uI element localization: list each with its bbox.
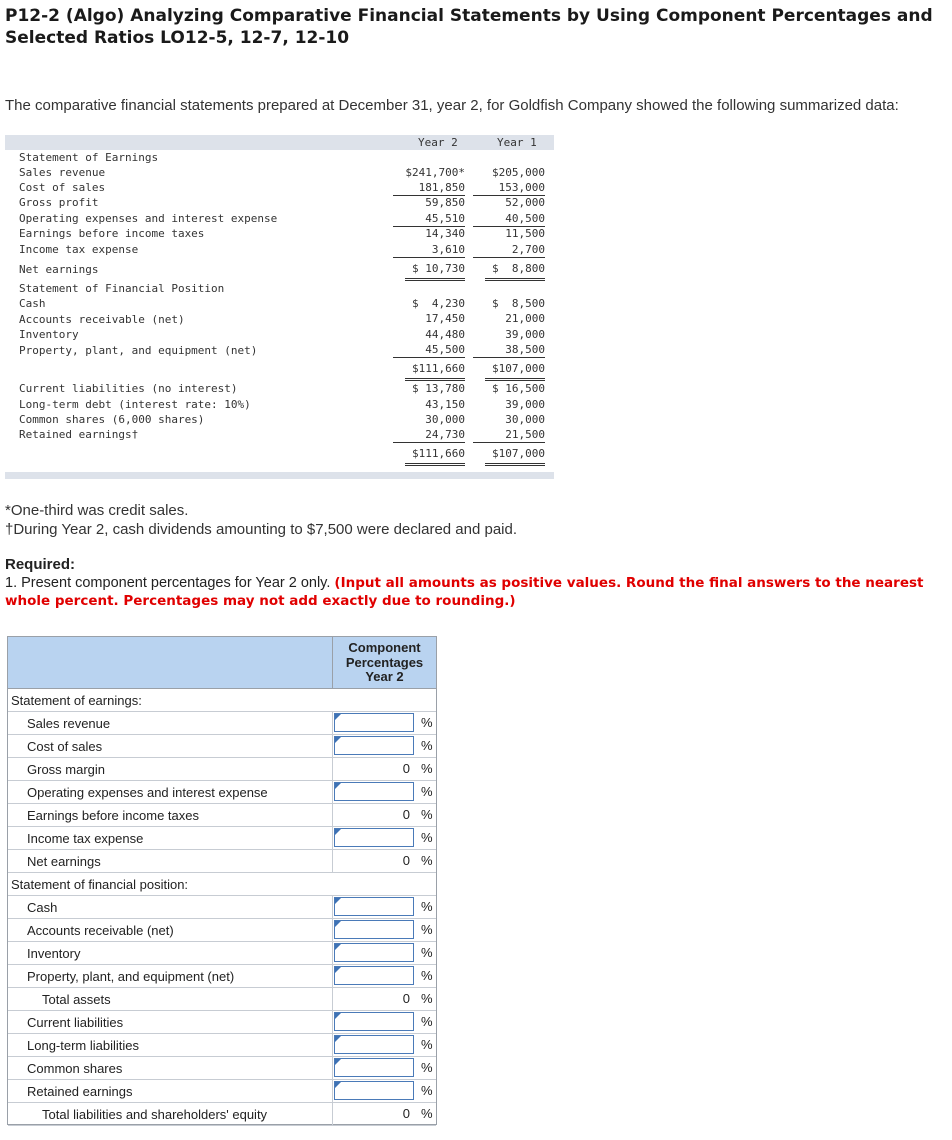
table-row: [8, 712, 436, 735]
stmt-y1: $ 8,500: [492, 297, 545, 310]
statement-header-band: [5, 135, 554, 150]
table-row: [8, 988, 436, 1011]
stmt-y1: 11,500: [505, 227, 545, 240]
percent-sign: %: [421, 945, 433, 960]
percent-sign: %: [421, 899, 433, 914]
double-rule: [405, 378, 465, 381]
row-label: Cash: [27, 900, 58, 915]
percent-cell: [332, 1034, 437, 1056]
table-row: [8, 1057, 436, 1080]
stmt-y2: 45,500: [393, 343, 465, 357]
percent-sign: %: [421, 738, 433, 753]
column-header-line: Year 2: [365, 669, 404, 684]
row-label: Sales revenue: [27, 716, 111, 731]
stmt-y1: 153,000: [473, 181, 545, 195]
stmt-y1: 21,500: [473, 428, 545, 442]
required-text: [5, 574, 935, 610]
row-label: Inventory: [27, 946, 81, 961]
table-row: [8, 896, 436, 919]
stmt-y2: $ 13,780: [412, 382, 465, 395]
stmt-y2: $241,700*: [405, 166, 465, 179]
percent-input[interactable]: [334, 828, 414, 847]
double-rule: [485, 463, 545, 466]
stmt-y1: $ 8,800: [492, 262, 545, 275]
stmt-y2: 17,450: [425, 312, 465, 325]
table-row: [8, 827, 436, 850]
stmt-y1: 40,500: [473, 212, 545, 226]
stmt-label: Accounts receivable (net): [19, 313, 185, 326]
percent-sign: %: [421, 1083, 433, 1098]
stmt-y2: 181,850: [393, 181, 465, 195]
percent-cell: [332, 781, 437, 803]
total-liabilities-y1: $107,000: [492, 447, 545, 460]
stmt-y1: 21,000: [505, 312, 545, 325]
row-label: Retained earnings: [27, 1084, 133, 1099]
percent-cell: [332, 896, 437, 918]
table-row: [8, 781, 436, 804]
table-row: [8, 735, 436, 758]
percent-sign: %: [421, 1060, 433, 1075]
calculated-percent: 0: [402, 761, 410, 776]
percent-sign: %: [421, 991, 433, 1006]
percent-input[interactable]: [334, 943, 414, 962]
stmt-y1: 2,700: [473, 243, 545, 257]
financial-statement: [5, 135, 554, 479]
total-liabilities-y2: $111,660: [412, 447, 465, 460]
stmt-label: Cash: [19, 297, 46, 310]
row-label: Accounts receivable (net): [27, 923, 174, 938]
section-heading-row: [8, 873, 436, 896]
table-row: [8, 758, 436, 781]
table-row: [8, 942, 436, 965]
year1-header: Year 1: [497, 136, 537, 149]
percent-input[interactable]: [334, 1035, 414, 1054]
double-rule: [405, 278, 465, 281]
total-assets-y1: $107,000: [492, 362, 545, 375]
problem-title: P12-2 (Algo) Analyzing Comparative Financial Statements by Using Component Percentages and Selected Ratios LO12-5, 12-7, 12-10: [5, 6, 933, 48]
percent-sign: %: [421, 922, 433, 937]
calculated-percent: 0: [402, 991, 410, 1006]
stmt-label: Income tax expense: [19, 243, 139, 256]
stmt-label: Retained earnings†: [19, 428, 139, 441]
calculated-percent: 0: [402, 807, 410, 822]
stmt-y1: 39,000: [505, 328, 545, 341]
table-row: [8, 804, 436, 827]
percent-input[interactable]: [334, 920, 414, 939]
stmt-y2: $ 10,730: [412, 262, 465, 275]
stmt-y2: 24,730: [393, 428, 465, 442]
percent-sign: %: [421, 853, 433, 868]
percent-cell: [332, 1103, 437, 1125]
row-label: Property, plant, and equipment (net): [27, 969, 235, 984]
percent-input[interactable]: [334, 782, 414, 801]
percent-cell: [332, 919, 437, 941]
stmt-y2: 30,000: [425, 413, 465, 426]
row-label: Statement of financial position:: [11, 877, 189, 892]
row-label: Gross margin: [27, 762, 106, 777]
column-header: [332, 637, 436, 688]
stmt-y1: $205,000: [492, 166, 545, 179]
stmt-y1: 30,000: [505, 413, 545, 426]
stmt-y2: 3,610: [393, 243, 465, 257]
percent-cell: [332, 735, 437, 757]
double-rule: [485, 278, 545, 281]
row-label: Long-term liabilities: [27, 1038, 139, 1053]
stmt-y1: $ 16,500: [492, 382, 545, 395]
percent-cell: [332, 965, 437, 987]
table-row: [8, 1080, 436, 1103]
percent-sign: %: [421, 830, 433, 845]
percent-sign: %: [421, 968, 433, 983]
percent-input[interactable]: [334, 713, 414, 732]
double-rule: [485, 378, 545, 381]
percent-sign: %: [421, 807, 433, 822]
column-header-line: Percentages: [345, 654, 424, 670]
percent-cell: [332, 850, 437, 872]
footnote-credit-sales: *One-third was credit sales.: [5, 502, 189, 519]
percent-cell: [332, 1057, 437, 1079]
stmt-y2: 44,480: [425, 328, 465, 341]
stmt-y2: 45,510: [393, 212, 465, 226]
percent-input[interactable]: [334, 1081, 414, 1100]
percent-sign: %: [421, 1106, 433, 1121]
table-row: [8, 850, 436, 873]
percent-input[interactable]: [334, 897, 414, 916]
stmt-y2: 59,850: [425, 196, 465, 209]
table-row: [8, 1011, 436, 1034]
stmt-y1: 38,500: [473, 343, 545, 357]
percent-sign: %: [421, 1014, 433, 1029]
row-label: Income tax expense: [27, 831, 144, 846]
calculated-percent: 0: [402, 1106, 410, 1121]
table-row: [8, 965, 436, 988]
total-assets-y2: $111,660: [412, 362, 465, 375]
percent-cell: [332, 942, 437, 964]
column-header-line: Component: [348, 640, 421, 655]
required-heading: Required:: [5, 556, 76, 573]
statement-footer-band: [5, 472, 554, 479]
stmt-label: Current liabilities (no interest): [19, 382, 238, 395]
percent-cell: [332, 988, 437, 1010]
stmt-label: Gross profit: [19, 196, 99, 209]
percent-cell: [332, 758, 437, 780]
stmt-y2: $ 4,230: [412, 297, 465, 310]
stmt-y1: 52,000: [505, 196, 545, 209]
row-label: Operating expenses and interest expense: [27, 785, 268, 800]
row-label: Common shares: [27, 1061, 123, 1076]
row-label: Current liabilities: [27, 1015, 124, 1030]
stmt-label: Long-term debt (interest rate: 10%): [19, 398, 251, 411]
row-label: Net earnings: [27, 854, 101, 869]
table-row: [8, 919, 436, 942]
stmt-label: Sales revenue: [19, 166, 106, 179]
position-heading: Statement of Financial Position: [19, 282, 225, 295]
stmt-label: Operating expenses and interest expense: [19, 212, 278, 225]
stmt-y2: 14,340: [425, 227, 465, 240]
percent-sign: %: [421, 1037, 433, 1052]
stmt-y1: 39,000: [505, 398, 545, 411]
row-label: Total assets: [42, 992, 111, 1007]
percent-sign: %: [421, 761, 433, 776]
year2-header: Year 2: [418, 136, 458, 149]
row-label: Statement of earnings:: [11, 693, 142, 708]
table-row: [8, 1034, 436, 1057]
intro-text: The comparative financial statements prepared at December 31, year 2, for Goldfish Company showed the following summarized data:: [5, 97, 899, 114]
percent-input[interactable]: [334, 1058, 414, 1077]
table-row: [8, 1103, 436, 1126]
section-heading-row: [8, 689, 436, 712]
required-instruction: (Input all amounts as positive values. Round the final answers to the nearest whole percent. Percentages may not add exactly due to rounding.): [5, 575, 924, 609]
component-percentages-table: [7, 636, 437, 1125]
earnings-heading: Statement of Earnings: [19, 151, 159, 164]
calculated-percent: 0: [402, 853, 410, 868]
percent-sign: %: [421, 715, 433, 730]
percent-input[interactable]: [334, 1012, 414, 1031]
stmt-label: Earnings before income taxes: [19, 227, 205, 240]
percent-cell: [332, 712, 437, 734]
stmt-label: Inventory: [19, 328, 79, 341]
required-question: 1. Present component percentages for Year 2 only.: [5, 575, 335, 591]
stmt-label: Common shares (6,000 shares): [19, 413, 205, 426]
percent-cell: [332, 1011, 437, 1033]
percent-input[interactable]: [334, 966, 414, 985]
footnote-dividends: †During Year 2, cash dividends amounting to $7,500 were declared and paid.: [5, 521, 518, 538]
percent-sign: %: [421, 784, 433, 799]
percent-cell: [332, 827, 437, 849]
row-label: Total liabilities and shareholders' equity: [42, 1107, 268, 1122]
stmt-y2: 43,150: [425, 398, 465, 411]
percent-input[interactable]: [334, 736, 414, 755]
percent-cell: [332, 1080, 437, 1102]
row-label: Cost of sales: [27, 739, 103, 754]
percent-cell: [332, 804, 437, 826]
row-label: Earnings before income taxes: [27, 808, 199, 823]
stmt-label: Net earnings: [19, 263, 99, 276]
double-rule: [405, 463, 465, 466]
stmt-label: Property, plant, and equipment (net): [19, 344, 258, 357]
stmt-label: Cost of sales: [19, 181, 106, 194]
